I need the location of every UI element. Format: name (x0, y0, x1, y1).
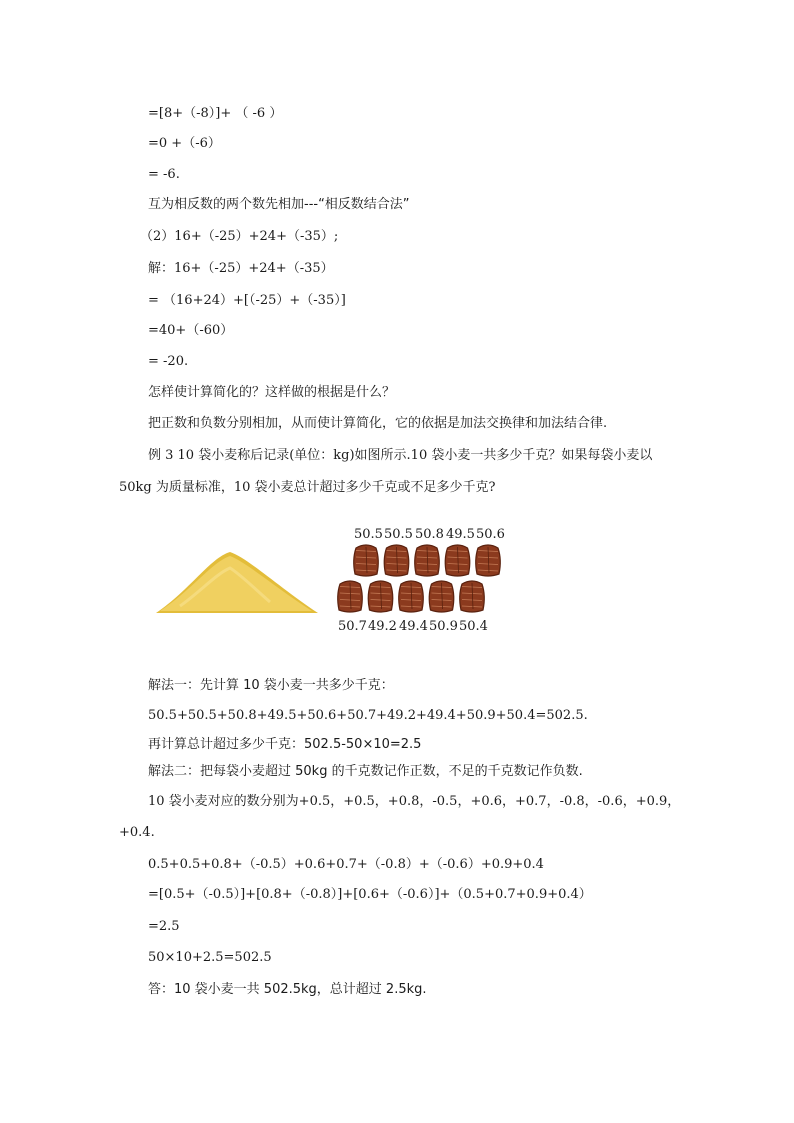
wheat-sack (399, 581, 424, 612)
text-line: 再计算总计超过多少千克：502.5-50×10=2.5 (148, 737, 422, 752)
text-line: 0.5+0.5+0.8+（-0.5）+0.6+0.7+（-0.8）+（-0.6）+0.9+0.4 (148, 857, 544, 872)
wheat-sack (338, 581, 363, 612)
text-line: 解法一：先计算 10 袋小麦一共多少千克： (148, 678, 394, 693)
text-line: =[0.5+（-0.5）]+[0.8+（-0.8）]+[0.6+（-0.6）]+（0.5+0.7+0.9+0.4） (148, 887, 592, 902)
text-line: 答：10 袋小麦一共 502.5kg，总计超过 2.5kg. (148, 982, 427, 997)
weight-label: 50.7 (338, 619, 367, 634)
text-line: +0.4. (119, 825, 155, 840)
wheat-sack (415, 545, 440, 576)
text-line: 50.5+50.5+50.8+49.5+50.6+50.7+49.2+49.4+50.9+50.4=502.5. (148, 708, 588, 723)
text-line: 50×10+2.5=502.5 (148, 950, 272, 965)
bottom-weight-labels (338, 619, 488, 634)
text-line: 把正数和负数分别相加，从而使计算简化，它的依据是加法交换律和加法结合律. (148, 416, 608, 431)
text-line: 怎样使计算简化的？这样做的根据是什么？ (148, 385, 396, 400)
weight-label: 49.2 (368, 619, 397, 634)
text-line: =2.5 (148, 919, 180, 934)
grain-pile (156, 552, 318, 613)
text-line: =40+（-60） (148, 323, 234, 338)
wheat-sack (354, 545, 379, 576)
sack-group (338, 545, 501, 612)
text-line: = -20. (148, 354, 189, 369)
text-line: （2）16+（-25）+24+（-35）; (140, 229, 339, 244)
text-line: =[8+（-8）]+ （ -6 ） (148, 106, 283, 121)
text-line: 解：16+（-25）+24+（-35） (148, 261, 334, 276)
text-line: =0 +（-6） (148, 136, 221, 151)
text-line: 例 3 10 袋小麦称后记录(单位：kg)如图所示.10 袋小麦一共多少千克？如果每袋小麦以 (148, 448, 653, 463)
weight-label: 49.4 (399, 619, 428, 634)
wheat-sack (429, 581, 454, 612)
wheat-sack (384, 545, 409, 576)
weight-label: 50.9 (429, 619, 458, 634)
weight-label: 50.5 (354, 527, 383, 542)
wheat-sack (445, 545, 470, 576)
weight-label: 50.5 (384, 527, 413, 542)
weight-label: 50.8 (415, 527, 444, 542)
wheat-figure (150, 518, 530, 636)
wheat-sack (368, 581, 393, 612)
text-line: 解法二：把每袋小麦超过 50kg 的千克数记作正数，不足的千克数记作负数. (148, 764, 583, 779)
top-weight-labels (354, 527, 505, 542)
wheat-sack (460, 581, 485, 612)
weight-label: 50.6 (476, 527, 505, 542)
text-line: = （16+24）+[（-25）+（-35）] (148, 293, 346, 308)
wheat-sack (476, 545, 501, 576)
text-line: 10 袋小麦对应的数分别为+0.5，+0.5，+0.8，-0.5，+0.6，+0.7，-0.8，-0.6，+0.9， (148, 794, 681, 809)
weight-label: 50.4 (459, 619, 488, 634)
text-line: = -6. (148, 167, 180, 182)
text-line: 互为相反数的两个数先相加---“相反数结合法” (148, 197, 410, 212)
weight-label: 49.5 (446, 527, 475, 542)
text-line: 50kg 为质量标准，10 袋小麦总计超过多少千克或不足多少千克? (119, 480, 496, 495)
